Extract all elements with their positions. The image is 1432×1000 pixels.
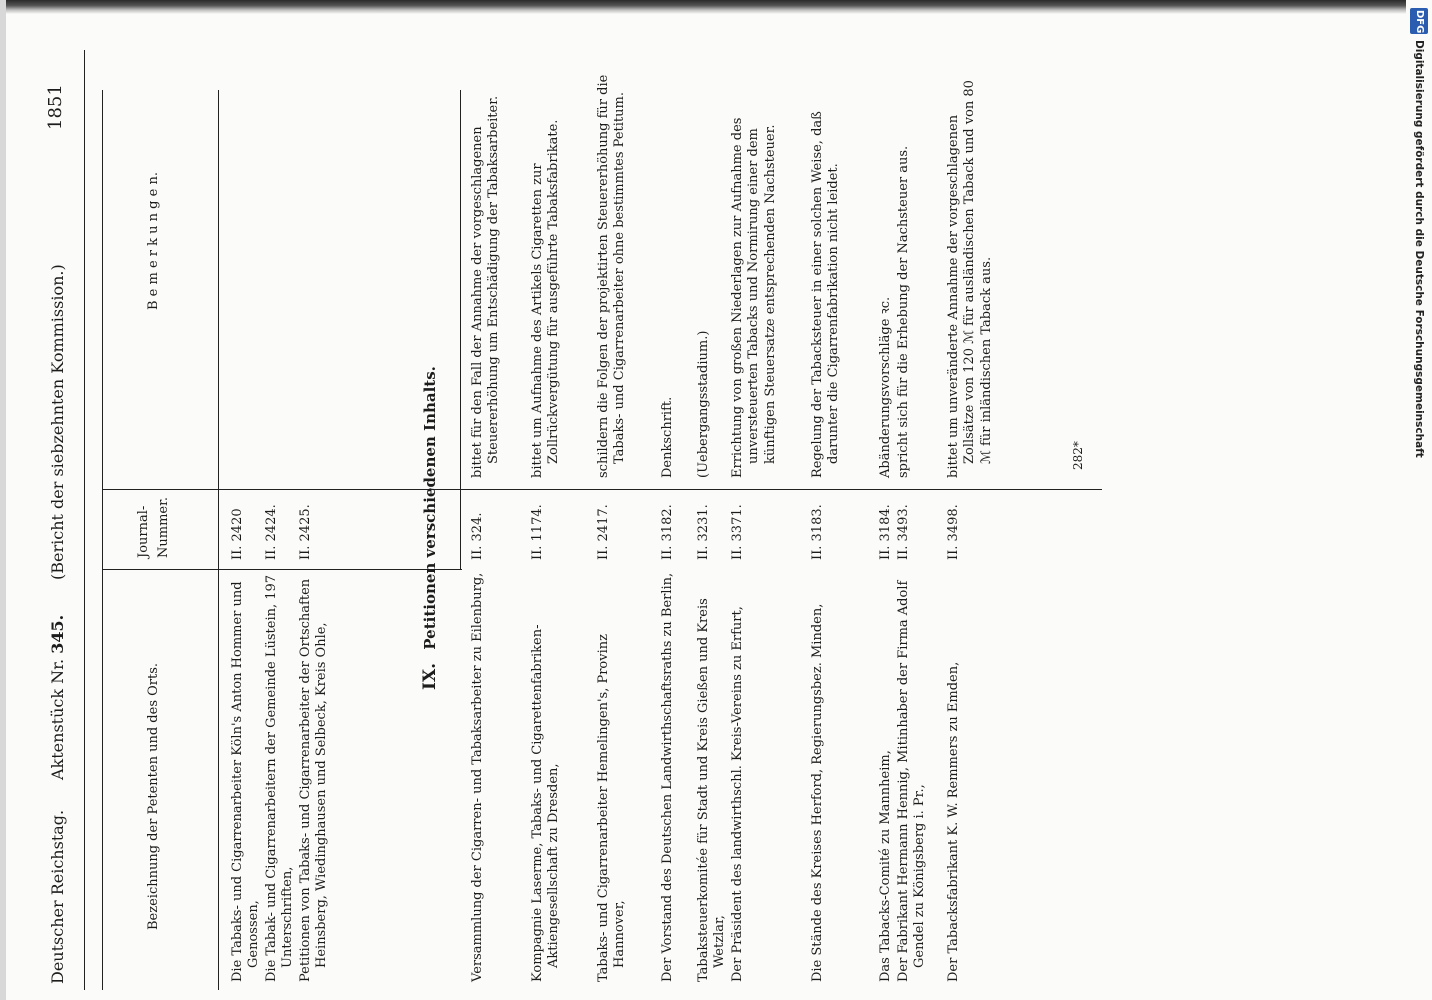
column-header-journal-line2: Nummer. [156,496,171,558]
section-title: Petitionen verschiedenen Inhalts. [421,366,439,650]
table-row-12-remark: spricht sich für die Erhebung der Nachsteuer aus. [896,145,911,478]
table-row-5-journal: II. 1174. [530,504,545,560]
table-row-13-journal: II. 3498. [946,504,961,560]
table-row-6-remark: schildern die Folgen der projektirten Steuererhöhung für die Tabaks- und Cigarrenarbeiter ohne bestimmtes Petitum. [596,74,628,478]
table-row-4-journal: II. 324. [470,512,485,560]
table-row-7-remark: Denkschrift. [660,396,675,478]
table-row-1-journal: II. 2420 [230,508,245,560]
header-document-number-value: 345. [48,614,67,654]
dfg-badge [1410,8,1428,34]
section-divider-rule [460,90,461,570]
scan-left-edge [0,0,6,1000]
header-report-title: (Bericht der siebzehnten Kommission.) [48,264,67,580]
table-row-8-remark: (Uebergangsstadium.) [696,330,711,478]
table-row-8-petent: Tabaksteuerkomitée für Stadt und Kreis Gießen und Kreis Wetzlar, [696,598,728,982]
table-row-1-petent: Die Tabaks- und Cigarrenarbeiter Köln's Anton Hommer und Genossen, [230,581,262,982]
table-row-2-petent: Die Tabak- und Cigarrenarbeitern der Gemeinde Lüstein, 197 Unterschriften, [264,574,296,982]
column-header-bemerkungen-label: B e m e r k u n g e n. [146,172,161,310]
page-number: 1851 [45,84,66,130]
dfg-badge-label: DFG [1414,10,1425,34]
column-header-petenten-label: Bezeichnung der Petenten und des Orts. [146,662,161,930]
table-row-11-petent: Das Tabacks-Comité zu Mannheim, [878,750,893,982]
table-row-10-remark: Regelung der Tabacksteuer in einer solchen Weise, daß darunter die Cigarrenfabrikation nicht leidet. [810,111,842,478]
table-top-rule [102,90,103,990]
table-row-3-journal: II. 2425. [298,504,313,560]
table-row-7-petent: Der Vorstand des Deutschen Landwirthschaftsraths zu Berlin, [660,572,675,982]
table-row-10-journal: II. 3183. [810,504,825,560]
table-row-12-petent: Der Fabrikant Hermann Hennig, Mitinhaber der Firma Adolf Gendel zu Königsberg i. Pr., [896,580,928,982]
section-heading [422,270,438,690]
scan-top-border [0,0,1432,14]
column-header-journal [106,494,216,564]
table-row-2-journal: II. 2424. [264,504,279,560]
table-header-rule [218,90,219,990]
column-rule-2 [102,489,1102,490]
table-row-12-journal: II. 3493. [896,504,911,560]
table-row-4-petent: Versammlung der Cigarren- und Tabaksarbeiter zu Eilenburg, [470,572,485,982]
table-row-11-journal: II. 3184. [878,504,893,560]
table-row-9-petent: Der Präsident des landwirthschl. Kreis-Vereins zu Erfurt, [730,606,745,982]
header-document-prefix: Aktenstück Nr. [48,658,67,780]
table-row-11-remark: Abänderungsvorschläge ꝛc. [878,296,893,478]
column-header-bemerkungen [106,90,216,470]
table-row-13-petent: Der Tabacksfabrikant K. W. Remmers zu Emden, [946,661,961,982]
header-title: Deutscher Reichstag. [48,809,67,984]
funding-credit-text: Digitalisierung gefördert durch die Deutsche Forschungsgemeinschaft [1413,40,1425,458]
column-header-petenten [106,590,216,930]
table-row-9-journal: II. 3371. [730,504,745,560]
document-page [40,50,1100,990]
running-header [40,50,85,990]
section-roman-numeral: IX. [420,662,440,690]
table-row-8-journal: II. 3231. [696,504,711,560]
signature-mark: 282* [1071,441,1085,470]
header-document-number [50,615,66,780]
table-row-6-petent: Tabaks- und Cigarrenarbeiter Hemelingen's, Provinz Hannover, [596,634,628,982]
credit-sideband [1406,0,1432,1000]
table-row-7-journal: II. 3182. [660,504,675,560]
table-row-4-remark: bittet für den Fall der Annahme der vorgeschlagenen Steuererhöhung um Entschädigung der Tabaksarbeiter. [470,95,502,478]
table-row-5-petent: Kompagnie Laserme, Tabaks- und Cigarettenfabriken-Aktiengesellschaft zu Dresden, [530,624,562,982]
table-row-9-remark: Errichtung von großen Niederlagen zur Aufnahme des unversteuerten Tabacks und Normirung einer dem künftigen Steuersatze entsprechenden Nachsteuer. [730,117,778,478]
table-row-5-remark: bittet um Aufnahme des Artikels Cigaretten zur Zollrückvergütung für ausgeführte Tabaksfabrikate. [530,119,562,478]
table-row-10-petent: Die Stände des Kreises Herford, Regierungsbez. Minden, [810,603,825,982]
table-row-6-journal: II. 2417. [596,504,611,560]
table-row-13-remark: bittet um unveränderte Annahme der vorgeschlagenen Zollsätze von 120 ℳ für ausländischen Taback und von 80 ℳ für inländischen Taback aus. [946,80,994,478]
column-header-journal-line1: Journal- [136,505,151,558]
table-row-3-petent: Petitionen von Tabaks- und Cigarrenarbeiter der Ortschaften Heinsberg, Wiedinghausen und Selbeck, Kreis Ohle, [298,578,330,982]
